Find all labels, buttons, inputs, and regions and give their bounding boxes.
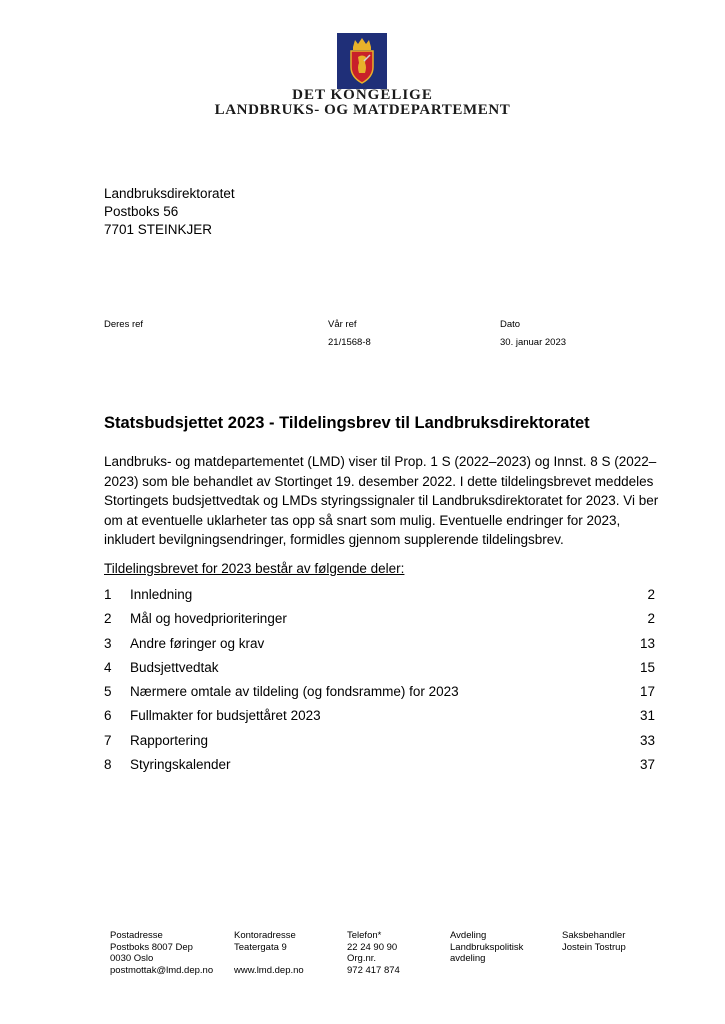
footer-orgnr: 972 417 874 — [347, 964, 400, 976]
toc-row — [104, 609, 655, 633]
toc-label: Budsjettvedtak — [130, 659, 219, 675]
toc-number: 3 — [104, 635, 112, 651]
footer-saksbehandler-name: Jostein Tostrup — [562, 941, 626, 953]
toc-number: 6 — [104, 708, 112, 724]
recipient-postbox: Postboks 56 — [104, 204, 179, 219]
toc-number: 7 — [104, 732, 112, 748]
toc-number: 8 — [104, 757, 112, 773]
toc-label: Innledning — [130, 587, 193, 602]
deres-ref-label: Deres ref — [104, 319, 144, 330]
footer-telefon — [347, 930, 400, 976]
toc-page: 13 — [639, 635, 655, 651]
footer-kontoradresse — [234, 930, 304, 976]
org-name-line1: DET KONGELIGE — [292, 87, 433, 103]
footer-postadresse — [110, 930, 213, 976]
toc-row — [104, 634, 655, 658]
royal-crest-logo — [337, 33, 387, 89]
org-name-line2: LANDBRUKS- OG MATDEPARTEMENT — [214, 102, 511, 118]
footer-avdeling-line: avdeling — [450, 953, 486, 964]
footer-email: postmottak@lmd.dep.no — [110, 964, 214, 976]
footer-phone: 22 24 90 90 — [347, 941, 398, 953]
toc-row — [104, 658, 655, 682]
footer-postadresse-line: Postboks 8007 Dep — [110, 941, 193, 953]
recipient-name: Landbruksdirektoratet — [104, 186, 235, 201]
toc-row — [104, 731, 655, 755]
footer-kontoradresse-label: Kontoradresse — [234, 930, 296, 941]
toc-page: 17 — [639, 684, 655, 700]
footer-kontoradresse-line — [234, 953, 304, 965]
toc-number: 4 — [104, 659, 112, 675]
recipient-city: 7701 STEINKJER — [104, 222, 213, 237]
footer-avdeling-label: Avdeling — [450, 930, 487, 941]
toc-row — [104, 706, 655, 730]
toc-number: 2 — [104, 611, 112, 627]
toc-page: 15 — [639, 659, 655, 675]
var-ref-label: Vår ref — [328, 319, 357, 330]
toc-row — [104, 682, 655, 706]
toc-page: 2 — [647, 587, 655, 602]
footer-telefon-label: Telefon* — [347, 930, 382, 941]
footer-postadresse-label: Postadresse — [110, 930, 163, 941]
dato-label: Dato — [500, 319, 521, 330]
toc-label: Mål og hovedprioriteringer — [130, 611, 287, 627]
footer-website: www.lmd.dep.no — [234, 964, 304, 976]
toc-page: 31 — [639, 708, 655, 724]
toc-page: 37 — [639, 757, 655, 773]
footer-saksbehandler-label: Saksbehandler — [562, 930, 626, 941]
toc-page: 33 — [639, 732, 655, 748]
toc-label: Styringskalender — [130, 757, 231, 773]
toc-label: Fullmakter for budsjettåret 2023 — [130, 708, 321, 724]
recipient-address — [104, 185, 235, 239]
footer-avdeling-line: Landbrukspolitisk — [450, 941, 524, 953]
footer-postadresse-line: 0030 Oslo — [110, 953, 154, 964]
toc-label: Andre føringer og krav — [130, 635, 265, 651]
toc-page: 2 — [647, 611, 655, 627]
toc-number: 1 — [104, 587, 112, 602]
var-ref-value: 21/1568-8 — [328, 337, 371, 348]
table-of-contents — [104, 585, 655, 779]
toc-row — [104, 755, 655, 779]
toc-label: Rapportering — [130, 732, 209, 748]
letter-intro-paragraph: Landbruks- og matdepartementet (LMD) viser til Prop. 1 S (2022–2023) og Innst. 8 S (2022–2023) som ble behandlet av Stortinget 19. desember 2022. I dette tildelingsbrevet meddeles Stortingets budsjettvedtak og LMDs styringssignaler til Landbruksdirektoratet for 2023. Vi ber om at eventuelle uklarheter tas opp så snart som mulig. Eventuelle endringer for 2023, inkludert bevilgningsendringer, formidles gjennom supplerende tildelingsbrev. — [104, 454, 659, 547]
footer-saksbehandler — [562, 930, 626, 953]
footer-orgnr-label: Org.nr. — [347, 953, 377, 964]
toc-heading: Tildelingsbrevet for 2023 består av følgende deler: — [104, 561, 405, 576]
letter-title: Statsbudsjettet 2023 - Tildelingsbrev til Landbruksdirektoratet — [104, 414, 590, 432]
toc-row — [104, 585, 655, 609]
toc-label: Nærmere omtale av tildeling (og fondsramme) for 2023 — [130, 684, 459, 700]
dato-value: 30. januar 2023 — [500, 337, 567, 348]
footer-kontoradresse-line: Teatergata 9 — [234, 941, 287, 953]
footer-avdeling — [450, 930, 523, 965]
toc-number: 5 — [104, 684, 112, 700]
